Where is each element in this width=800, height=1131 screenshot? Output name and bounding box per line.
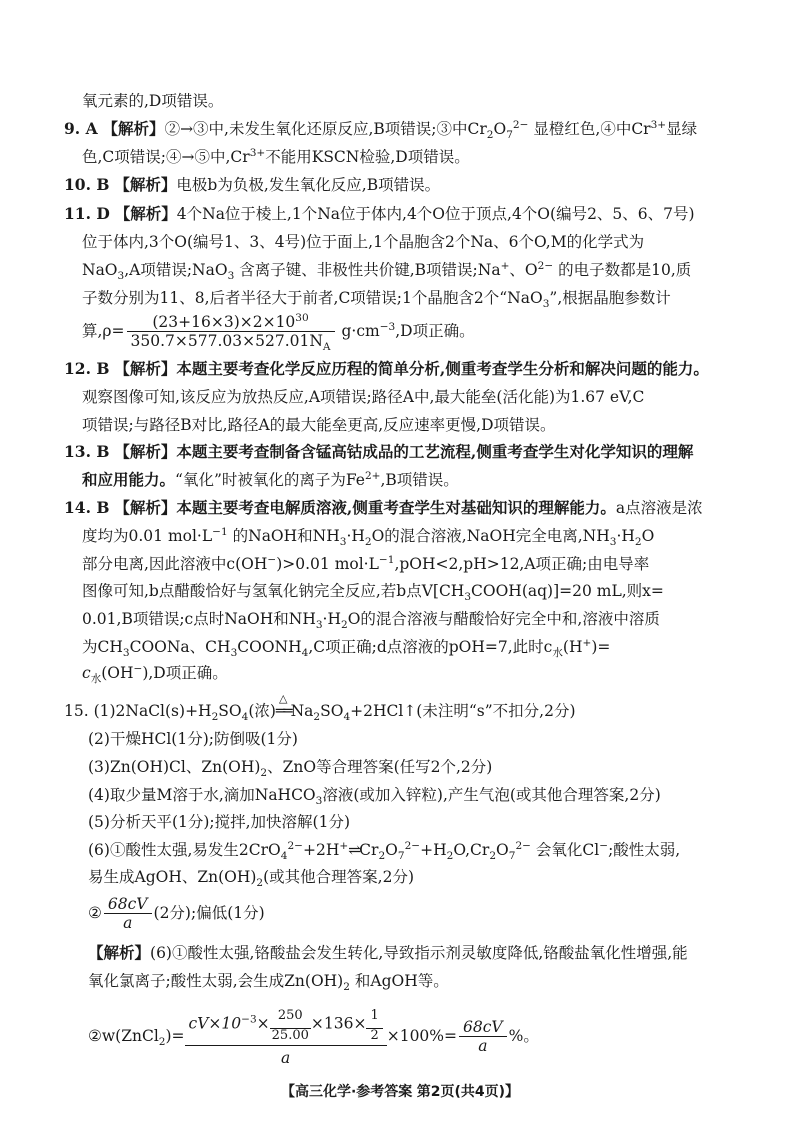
result-fraction: $\frac{68cV}{a}$ bbox=[104, 896, 152, 932]
density-fraction: $\frac{(23+16\times 3)\times 2\times 10^{30}}{350.7\times 577.03\times 527.01N_A}$ bbox=[127, 314, 335, 350]
line-d-wrong: 氧元素的,D项错误。 bbox=[82, 92, 224, 110]
answer-9: 9. A 【解析】②→③中,未发生氧化还原反应,B项错误;③中$Cr_2O_7^{2-}$ 显橙红色,④中$Cr^{3+}$显绿 bbox=[64, 118, 698, 142]
answer-9-cont: 色,C项错误;④→⑤中$,Cr^{3+}$不能用KSCN检验,D项错误。 bbox=[82, 146, 470, 166]
answer-14-l7: $c_水(OH^-),D$项正确。 bbox=[82, 662, 228, 686]
answer-11: 11. D 【解析】4个Na位于棱上,1个Na位于体内,4个O位于顶点,4个O(编号2、5、6、7号) bbox=[64, 204, 695, 223]
answer-15-1: 15. $(1)2NaCl(s)+H_2SO_4$(浓) △ $══Na_2SO_4+2HCl↑$(未注明“s”不扣分,2分) bbox=[64, 692, 576, 724]
answer-11-l4: 子数分别为11、8,后者半径大于前者,C项错误;1个晶胞含2个“NaO$_3$”,根据晶胞参数计 bbox=[82, 289, 671, 311]
answer-15-3: (3)Zn(OH)Cl、$Zn(OH)_2$、ZnO等合理答案(任写2个,2分) bbox=[88, 758, 493, 780]
answer-15-2: (2)干燥HCl(1分);防倒吸(1分) bbox=[88, 730, 298, 748]
answer-12-l2: 观察图像可知,该反应为放热反应,A项错误;路径A中,最大能垒(活化能)为1.67 eV,C bbox=[82, 388, 645, 406]
equilibrium-arrow: ⇌ bbox=[348, 841, 360, 859]
answer-14-l5: 0.01,B项错误;c点时NaOH和$NH_3\cdot H_2O$的混合溶液与醋酸恰好完全中和,溶液中溶质 bbox=[82, 610, 660, 632]
answer-11-l2: 位于体内,3个O(编号1、3、4号)位于面上,1个晶胞含2个Na、6个O,M的化学式为 bbox=[82, 233, 645, 251]
mass-fraction-big-fraction: $cV\times 10^{-3}\times$ $\frac{250}{25.00}$ ×136× $\frac{1}{2}$ a bbox=[185, 1006, 387, 1068]
explanation: 【解析】(6)①酸性太强,铬酸盐会发生转化,导致指示剂灵敏度降低,铬酸盐氧化性增强,能 bbox=[88, 944, 688, 962]
answer-14-l6: 为$CH_3COONa$、$CH_3COONH_4,C$项正确;d点溶液的pOH=7,此时$c_水(H^+)=$ bbox=[82, 636, 611, 660]
answer-15-5: (5)分析天平(1分);搅拌,加快溶解(1分) bbox=[88, 813, 351, 831]
answer-15-6-cont: 易生成AgOH、$Zn(OH)_2$(或其他合理答案,2分) bbox=[88, 868, 415, 890]
answer-11-l3: NaO$_3$,A项错误;NaO$_3$ 含离子键、非极性共价键,B项错误;Na+、$O^{2-}$ 的电子数都是10,质 bbox=[82, 259, 692, 283]
answer-14-l3: 部分电离,因此溶液中c(OH−)>0.01 $mol\cdot L^{-1},pOH<2,pH>12,A$项正确;由电导率 bbox=[82, 553, 650, 573]
answer-12: 12. B 【解析】本题主要考查化学反应历程的简单分析,侧重考查学生分析和解决问题的能力。 bbox=[64, 359, 709, 378]
answer-14: 14. B 【解析】本题主要考查电解质溶液,侧重考查学生对基础知识的理解能力。a点溶液是浓 bbox=[64, 498, 703, 517]
answer-15-6: (6)①酸性太强,易发生$2CrO_4^{2-}+2H^+\rightleftharpoons Cr_2O_7^{2-}+H_2O,Cr_2O_7^{2-}$ 会氧化Cl−;酸性太弱, bbox=[88, 839, 681, 863]
answer-12-l3: 项错误;与路径B对比,路径A的最大能垒更高,反应速率更慢,D项错误。 bbox=[82, 416, 556, 434]
heat-arrow: △ ══ bbox=[275, 692, 291, 720]
answer-13: 13. B 【解析】本题主要考查制备含锰高钴成品的工艺流程,侧重考查学生对化学知识的理解 bbox=[64, 442, 694, 461]
answer-10: 10. B 【解析】电极b为负极,发生氧化反应,B项错误。 bbox=[64, 175, 441, 194]
page-footer: 【高三化学·参考答案 第2页(共4页)】 bbox=[280, 1084, 520, 1100]
answer-11-density: 算,ρ= $\frac{(23+16\times 3)\times 2\times 10^{30}}{350.7\times 577.03\times 527.01N_A}$ $g\cdot cm^{-3},D$项正确。 bbox=[82, 311, 475, 354]
explanation-l2: 氧化氯离子;酸性太弱,会生成$Zn(OH)_2$ 和AgOH等。 bbox=[88, 972, 449, 994]
mass-fraction-formula: ②w(ZnCl$_2$)= $cV\times 10^{-3}\times$ $\frac{250}{25.00}$ ×136× $\frac{1}{2}$ a ×100%= $\frac{68cV}{a}$ %。 bbox=[88, 1008, 539, 1067]
answer-15-4: (4)取少量M溶于水,滴加NaHCO$_3$溶液(或加入锌粒),产生气泡(或其他合理答案,2分) bbox=[88, 786, 661, 808]
answer-13-l2: 和应用能力。“氧化”时被氧化的离子为$Fe^{2+},B$项错误。 bbox=[82, 469, 459, 489]
answer-15-6-2: ② $\frac{68cV}{a}$ (2分);偏低(1分) bbox=[88, 895, 265, 932]
answer-14-l4: 图像可知,b点醋酸恰好与氢氧化钠完全反应,若b点$V[CH_3COOH(aq)]=20$ mL,则x= bbox=[82, 582, 664, 604]
answer-14-l2: 度均为0.01 $mol\cdot L^{-1}$ 的NaOH和$NH_3\cdot H_2O$的混合溶液,NaOH完全电离$,NH_3\cdot H_2O$ bbox=[82, 525, 655, 549]
